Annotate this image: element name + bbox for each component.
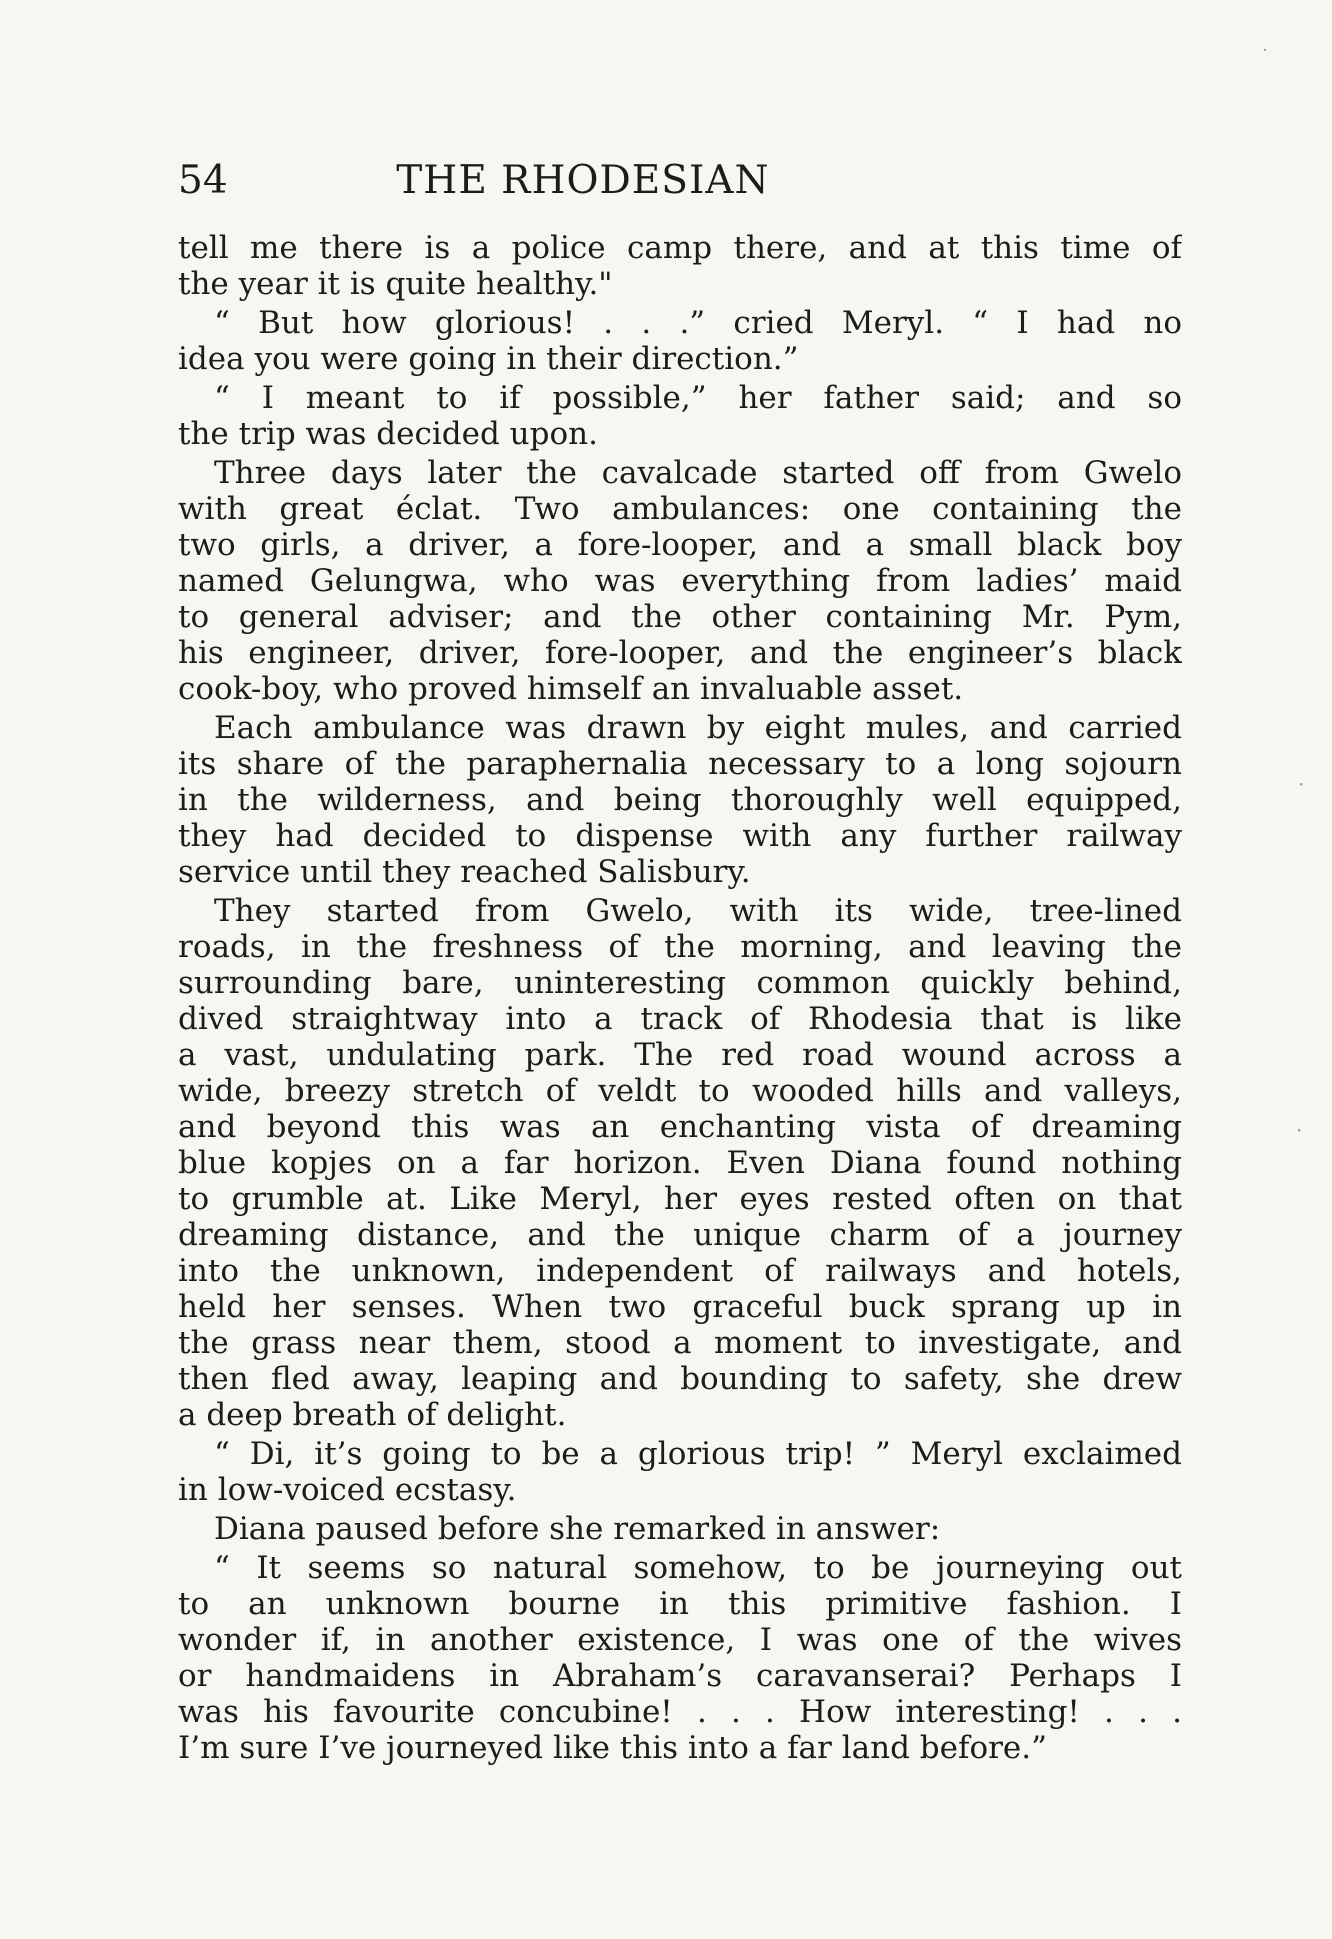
text-line: Three days later the cavalcade started off from Gwelo	[214, 455, 1182, 491]
text-line: Each ambulance was drawn by eight mules, and carried	[214, 710, 1182, 746]
text-line: in low-voiced ecstasy.	[178, 1472, 517, 1508]
paragraph	[178, 455, 1182, 707]
text-line: or handmaidens in Abraham’s caravanserai? Perhaps I	[178, 1658, 1182, 1694]
paragraph	[178, 305, 1182, 377]
paragraph	[178, 710, 1182, 890]
text-line: to grumble at. Like Meryl, her eyes rested often on that	[178, 1181, 1182, 1217]
margin-speck: ·	[1296, 1118, 1303, 1142]
text-line: to general adviser; and the other containing Mr. Pym,	[178, 599, 1182, 635]
text-line: in the wilderness, and being thoroughly well equipped,	[178, 782, 1182, 818]
text-line: idea you were going in their direction.”	[178, 341, 799, 377]
text-line: they had decided to dispense with any further railway	[178, 818, 1182, 854]
text-line: blue kopjes on a far horizon. Even Diana found nothing	[178, 1145, 1182, 1181]
text-line: the year it is quite healthy."	[178, 266, 613, 302]
text-line: to an unknown bourne in this primitive fashion. I	[178, 1586, 1182, 1622]
page-header	[178, 158, 1188, 208]
text-line: “ Di, it’s going to be a glorious trip! ” Meryl exclaimed	[214, 1436, 1182, 1472]
text-line: “ It seems so natural somehow, to be journeying out	[214, 1550, 1182, 1586]
text-line: its share of the paraphernalia necessary to a long sojourn	[178, 746, 1182, 782]
paragraph	[178, 230, 1182, 302]
text-line: into the unknown, independent of railways and hotels,	[178, 1253, 1182, 1289]
paragraph	[178, 893, 1182, 1433]
text-line: a deep breath of delight.	[178, 1397, 567, 1433]
page-number: 54	[178, 158, 228, 203]
text-line: “ I meant to if possible,” her father said; and so	[214, 380, 1182, 416]
text-line: named Gelungwa, who was everything from ladies’ maid	[178, 563, 1182, 599]
text-line: and beyond this was an enchanting vista of dreaming	[178, 1109, 1182, 1145]
paragraph	[178, 1511, 1182, 1547]
paragraph	[178, 1550, 1182, 1766]
text-line: held her senses. When two graceful buck sprang up in	[178, 1289, 1182, 1325]
text-line: was his favourite concubine! . . . How interesting! . . .	[178, 1694, 1182, 1730]
text-line: roads, in the freshness of the morning, and leaving the	[178, 929, 1182, 965]
paragraph	[178, 380, 1182, 452]
text-line: dreaming distance, and the unique charm of a journey	[178, 1217, 1182, 1253]
text-line: wide, breezy stretch of veldt to wooded hills and valleys,	[178, 1073, 1182, 1109]
text-line: They started from Gwelo, with its wide, tree-lined	[214, 893, 1182, 929]
running-title: THE RHODESIAN	[396, 158, 770, 203]
text-line: then fled away, leaping and bounding to safety, she drew	[178, 1361, 1182, 1397]
margin-speck: ·	[1298, 772, 1305, 796]
text-line: surrounding bare, uninteresting common quickly behind,	[178, 965, 1182, 1001]
text-line: cook-boy, who proved himself an invaluable asset.	[178, 671, 964, 707]
text-line: the trip was decided upon.	[178, 416, 598, 452]
body-text	[178, 230, 1182, 1766]
text-line: I’m sure I’ve journeyed like this into a far land before.”	[178, 1730, 1047, 1766]
text-line: a vast, undulating park. The red road wound across a	[178, 1037, 1182, 1073]
text-line: Diana paused before she remarked in answer:	[214, 1511, 941, 1547]
text-line: “ But how glorious! . . .” cried Meryl. “ I had no	[214, 305, 1182, 341]
text-line: with great éclat. Two ambulances: one containing the	[178, 491, 1182, 527]
text-line: two girls, a driver, a fore-looper, and a small black boy	[178, 527, 1182, 563]
text-line: service until they reached Salisbury.	[178, 854, 751, 890]
text-line: his engineer, driver, fore-looper, and the engineer’s black	[178, 635, 1182, 671]
margin-speck: ·	[1262, 40, 1268, 61]
text-line: wonder if, in another existence, I was one of the wives	[178, 1622, 1182, 1658]
text-line: tell me there is a police camp there, and at this time of	[178, 230, 1182, 266]
text-line: dived straightway into a track of Rhodesia that is like	[178, 1001, 1182, 1037]
text-line: the grass near them, stood a moment to investigate, and	[178, 1325, 1182, 1361]
paragraph	[178, 1436, 1182, 1508]
